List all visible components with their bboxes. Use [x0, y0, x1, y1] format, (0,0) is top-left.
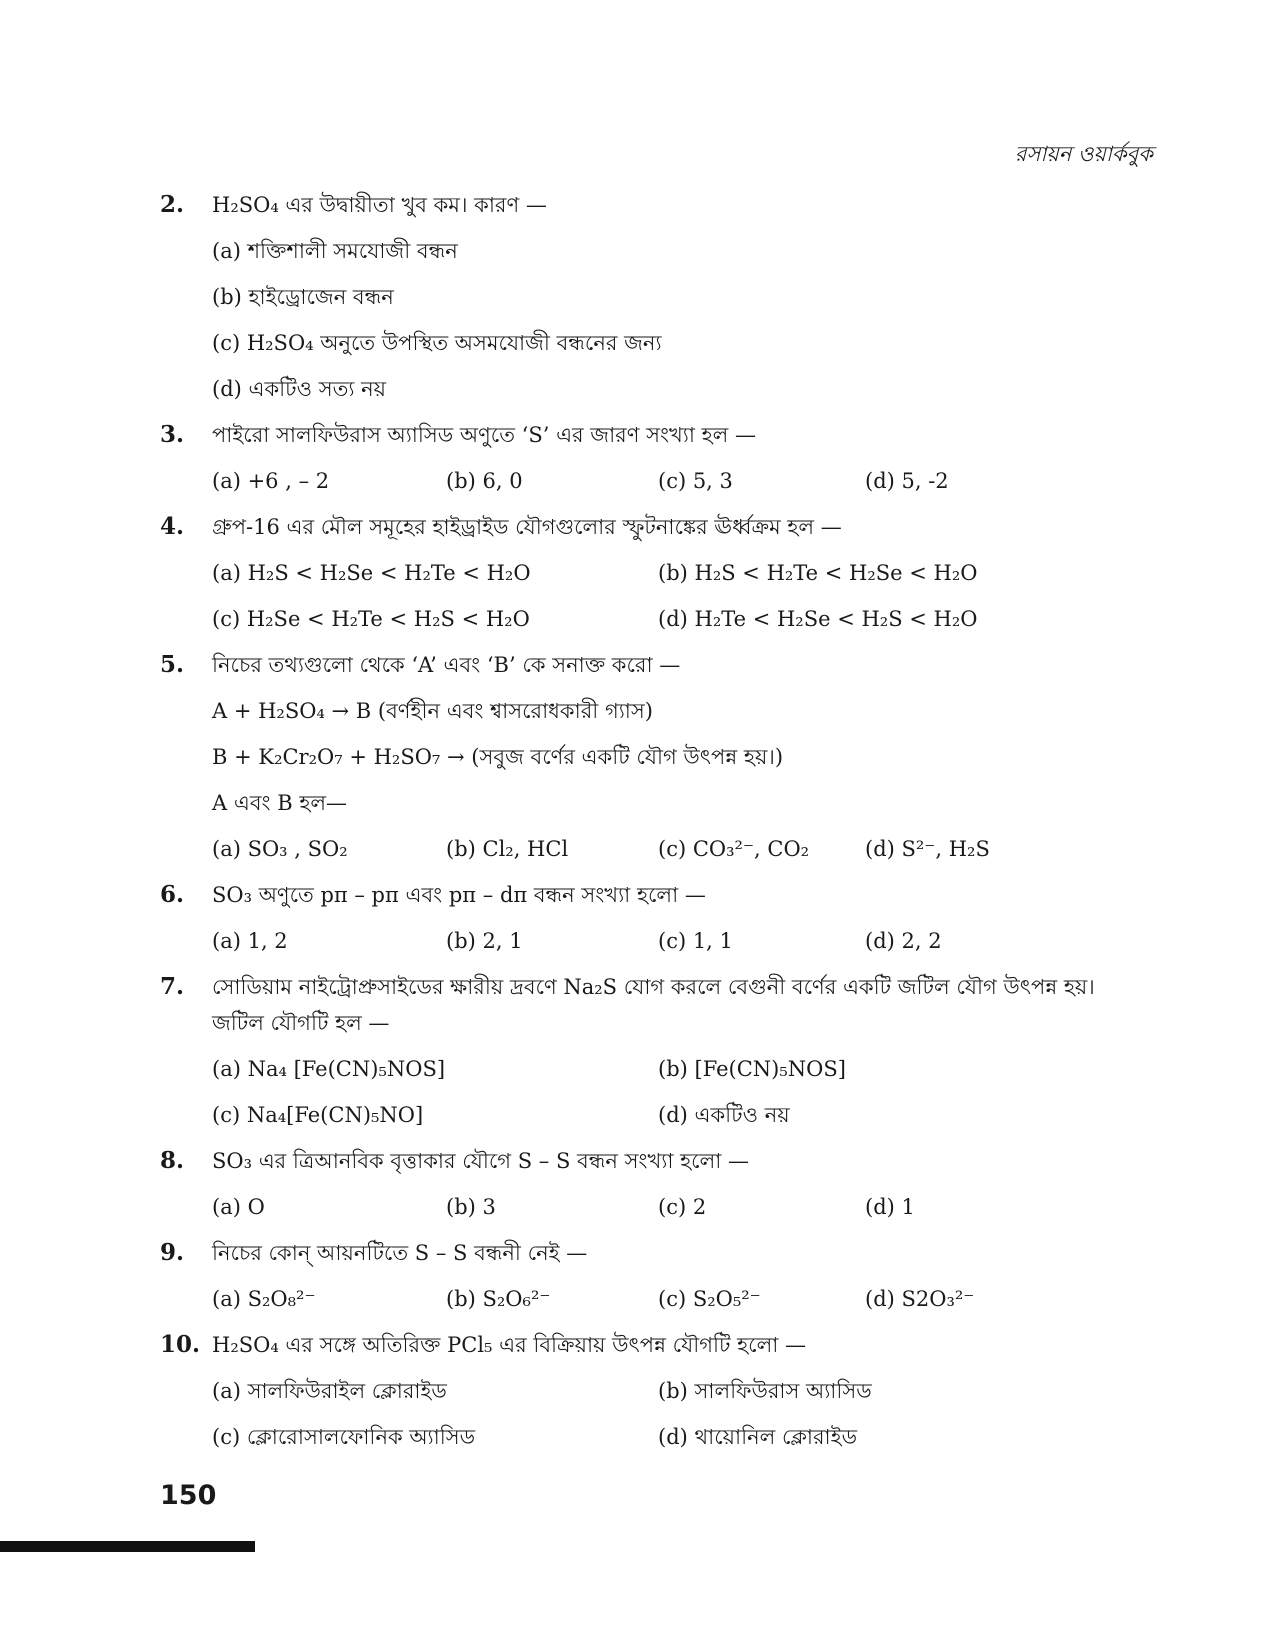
option-b: (b) Cl₂, HCl [446, 837, 569, 861]
option-c: (c) ক্লোরোসালফোনিক অ্যাসিড [212, 1425, 476, 1449]
option-d: (d) 5, -2 [865, 469, 949, 493]
question-2 [160, 187, 1150, 407]
option-d: (d) 1 [865, 1195, 915, 1219]
question-10 [160, 1327, 1150, 1455]
running-head: রসায়ন ওয়ার্কবুক [1014, 142, 1153, 166]
option-c: (c) 2 [658, 1195, 707, 1219]
prompt-line: A এবং B হল— [212, 791, 348, 815]
option-c: (c) H₂Se < H₂Te < H₂S < H₂O [212, 607, 530, 631]
reaction-line-1: A + H₂SO₄ → B (বর্ণহীন এবং শ্বাসরোধকারী গ্যাস) [212, 699, 653, 723]
option-a: (a) Na₄ [Fe(CN)₅NOS] [212, 1057, 446, 1081]
question-5 [160, 647, 1150, 867]
question-number: 3. [160, 421, 185, 448]
option-a: (a) SO₃ , SO₂ [212, 837, 348, 861]
option-a: (a) O [212, 1195, 265, 1219]
option-a: (a) সালফিউরাইল ক্লোরাইড [212, 1379, 447, 1403]
option-c: (c) 5, 3 [658, 469, 733, 493]
option-b: (b) S₂O₆²⁻ [446, 1287, 551, 1311]
question-text: সোডিয়াম নাইট্রোপ্রুসাইডের ক্ষারীয় দ্রবণে Na₂S যোগ করলে বেগুনী বর্ণের একটি জটিল যৌগ উৎপন্ন হয়। জটিল যৌগটি হল — [212, 975, 1095, 1035]
question-list [160, 187, 1150, 1455]
option-d: (d) H₂Te < H₂Se < H₂S < H₂O [658, 607, 978, 631]
question-text: পাইরো সালফিউরাস অ্যাসিড অণুতে ‘S’ এর জারণ সংখ্যা হল — [212, 423, 756, 447]
question-number: 2. [160, 191, 185, 218]
question-text: নিচের তথ্যগুলো থেকে ‘A’ এবং ‘B’ কে সনাক্ত করো — [212, 653, 681, 677]
option-b: (b) হাইড্রোজেন বন্ধন [212, 285, 394, 309]
question-number: 7. [160, 973, 185, 1000]
option-a: (a) H₂S < H₂Se < H₂Te < H₂O [212, 561, 531, 585]
question-text: H₂SO₄ এর সঙ্গে অতিরিক্ত PCl₅ এর বিক্রিয়ায় উৎপন্ন যৌগটি হলো — [212, 1333, 807, 1357]
option-b: (b) 6, 0 [446, 469, 523, 493]
option-d: (d) থায়োনিল ক্লোরাইড [658, 1425, 858, 1449]
option-a: (a) +6 , – 2 [212, 469, 330, 493]
question-text: SO₃ এর ত্রিআনবিক বৃত্তাকার যৌগে S – S বন্ধন সংখ্যা হলো — [212, 1149, 750, 1173]
question-number: 9. [160, 1239, 185, 1266]
option-c: (c) CO₃²⁻, CO₂ [658, 837, 810, 861]
question-number: 6. [160, 881, 185, 908]
option-a: (a) 1, 2 [212, 929, 288, 953]
option-c: (c) 1, 1 [658, 929, 733, 953]
question-8 [160, 1143, 1150, 1225]
question-3 [160, 417, 1150, 499]
option-d: (d) S²⁻, H₂S [865, 837, 990, 861]
option-c: (c) Na₄[Fe(CN)₅NO] [212, 1103, 424, 1127]
option-c: (c) H₂SO₄ অনুতে উপস্থিত অসমযোজী বন্ধনের জন্য [212, 331, 662, 355]
footer-bar [0, 1541, 255, 1552]
option-a: (a) শক্তিশালী সমযোজী বন্ধন [212, 239, 458, 263]
option-b: (b) [Fe(CN)₅NOS] [658, 1057, 846, 1081]
question-number: 8. [160, 1147, 185, 1174]
question-number: 5. [160, 651, 185, 678]
reaction-line-2: B + K₂Cr₂O₇ + H₂SO₇ → (সবুজ বর্ণের একটি যৌগ উৎপন্ন হয়।) [212, 745, 784, 769]
option-d: (d) একটিও নয় [658, 1103, 790, 1127]
question-text: H₂SO₄ এর উদ্বায়ীতা খুব কম। কারণ — [212, 193, 547, 217]
page-number: 150 [160, 1480, 217, 1511]
option-b: (b) 3 [446, 1195, 496, 1219]
question-text: গ্রুপ-16 এর মৌল সমূহের হাইড্রাইড যৌগগুলোর স্ফুটনাঙ্কের ঊর্ধ্বক্রম হল — [212, 515, 842, 539]
option-d: (d) একটিও সত্য নয় [212, 377, 387, 401]
question-9 [160, 1235, 1150, 1317]
question-text: নিচের কোন্ আয়নটিতে S – S বন্ধনী নেই — [212, 1241, 588, 1265]
option-a: (a) S₂O₈²⁻ [212, 1287, 316, 1311]
option-d: (d) 2, 2 [865, 929, 942, 953]
question-number: 4. [160, 513, 185, 540]
question-text: SO₃ অণুতে pπ – pπ এবং pπ – dπ বন্ধন সংখ্যা হলো — [212, 883, 706, 907]
option-b: (b) H₂S < H₂Te < H₂Se < H₂O [658, 561, 978, 585]
option-b: (b) সালফিউরাস অ্যাসিড [658, 1379, 872, 1403]
question-4 [160, 509, 1150, 637]
option-c: (c) S₂O₅²⁻ [658, 1287, 761, 1311]
question-number: 10. [160, 1331, 201, 1358]
option-d: (d) S2O₃²⁻ [865, 1287, 975, 1311]
question-7 [160, 969, 1150, 1133]
question-6 [160, 877, 1150, 959]
option-b: (b) 2, 1 [446, 929, 523, 953]
